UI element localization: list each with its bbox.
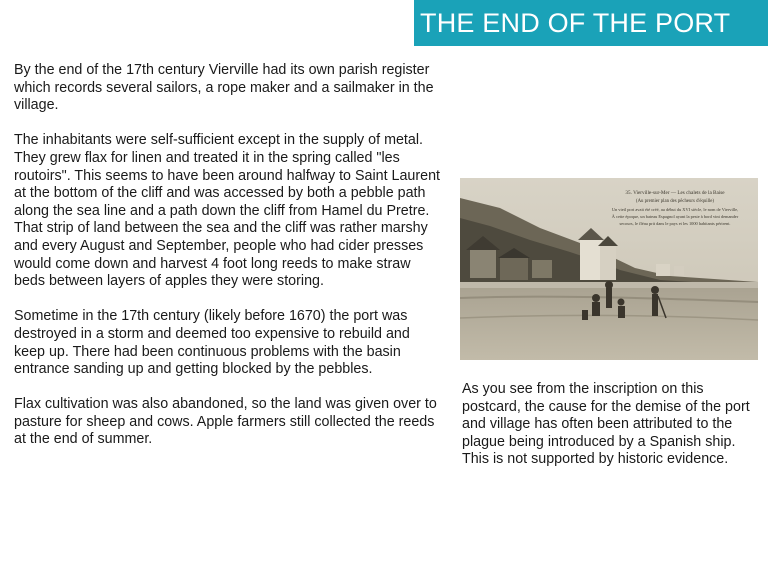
- postcard-heading: 35. Vierville-sur-Mer — Les chalets de la Baise: [625, 190, 725, 196]
- postcard-illustration: [460, 178, 758, 360]
- postcard-photo: [460, 178, 758, 360]
- caption-text: As you see from the inscription on this postcard, the cause for the demise of the port and village has often been attributed to the plague being introduced by a Spanish ship. This is not supported by historic evidence.: [462, 381, 750, 468]
- postcard-line-3: secours, le fléau prit dans le pays et les 1000 habitants périrent.: [619, 221, 731, 226]
- postcard-line-2: À cette époque, un bateau Espagnol ayant la peste à bord vint demander: [611, 214, 739, 219]
- page-title: THE END OF THE PORT: [414, 0, 768, 46]
- postcard-subheading: (Au premier plan des pêcheurs d'équille): [636, 199, 714, 204]
- paragraph-pasture: Flax cultivation was also abandoned, so the land was given over to pasture for sheep and cows. Apple farmers still collected the reeds at the end of summer.: [14, 396, 437, 448]
- paragraph-port-destroyed: Sometime in the 17th century (likely before 1670) the port was destroyed in a storm and deemed too expensive to rebuild and keep up. There had been continuous problems with the basin entrance sanding up and getting blocked by the pebbles.: [14, 308, 410, 378]
- postcard-line-1: Un vieil port avait été créé, au début du XVI siècle, le nom de Vierville,: [611, 207, 739, 212]
- main-text: [14, 62, 444, 467]
- paragraph-parish-register: By the end of the 17th century Vierville had its own parish register which records several sailors, a rope maker and a sailmaker in the village.: [14, 62, 434, 114]
- postcard-caption: [462, 381, 762, 469]
- paragraph-flax-and-reeds: The inhabitants were self-sufficient except in the supply of metal. They grew flax for linen and treated it in the spring called "les routoirs". This seems to have been around halfway to Saint Laurent at the bottom of the cliff and was accessed by both a pebble path along the sea line and a path down the cliff from Hamel du Pretre. That strip of land between the sea and the cliff was rather marshy and every August and September, people who had cider presses would come down and harvest 4 foot long reeds to make straw beds between layers of apples they were storing.: [14, 132, 441, 290]
